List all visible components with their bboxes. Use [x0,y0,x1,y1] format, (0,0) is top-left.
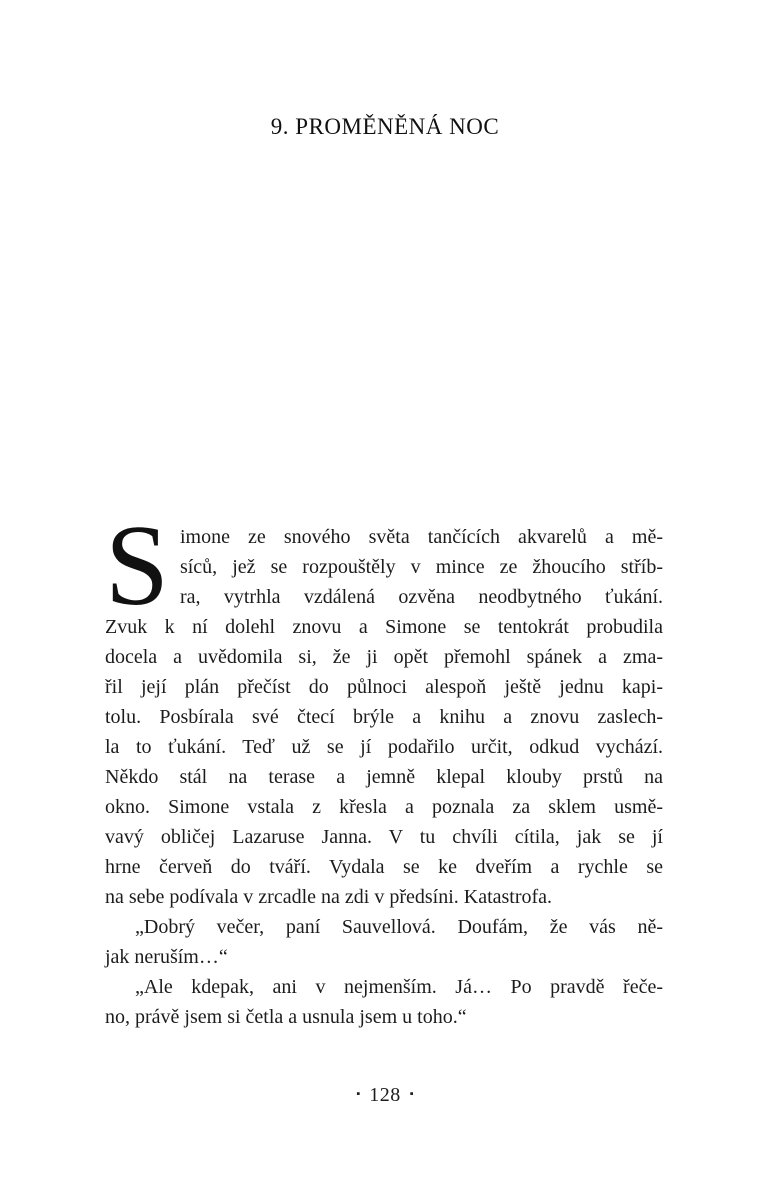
text-line: imone ze snového světa tančících akvarelů a mě- [179,526,663,548]
text-line: vavý obličej Lazaruse Janna. V tu chvíli cítila, jak se jí [105,826,663,848]
text-line: la to ťukání. Teď už se jí podařilo určit, odkud vychází. [105,736,663,758]
text-line: síců, jež se rozpouštěly v mince ze žhoucího stříb- [179,556,663,578]
page-footer [0,1084,770,1107]
text-line: docela a uvědomila si, že ji opět přemohl spánek a zma- [105,646,663,668]
text-line: hrne červeň do tváří. Vydala se ke dveřím a rychle se [105,856,663,878]
text-line: no, právě jsem si četla a usnula jsem u toho.“ [105,1006,467,1028]
text-line: jak neruším…“ [105,946,228,968]
text-line: Někdo stál na terase a jemně klepal klouby prstů na [105,766,663,788]
text-line: „Dobrý večer, paní Sauvellová. Doufám, že vás ně- [135,916,663,938]
footer-marker-right: ▪ [409,1088,414,1100]
text-line: Zvuk k ní dolehl znovu a Simone se tentokrát probudila [105,616,663,638]
drop-cap: S [105,502,169,629]
text-line: řil její plán přečíst do půlnoci alespoň ještě jednu kapi- [105,676,663,698]
text-line: okno. Simone vstala z křesla a poznala za sklem usmě- [105,796,663,818]
text-line: na sebe podívala v zrcadle na zdi v předsíni. Katastrofa. [105,886,553,908]
text-line: tolu. Posbírala své čtecí brýle a knihu a znovu zaslech- [105,706,663,728]
footer-marker-left: ▪ [356,1088,361,1100]
chapter-title: 9. PROMĚNĚNÁ NOC [270,114,500,139]
paragraph-1 [105,502,663,912]
text-line: „Ale kdepak, ani v nejmenším. Já… Po pravdě řeče- [135,976,663,998]
page-number: 128 [369,1084,401,1106]
text-line: ra, vytrhla vzdálená ozvěna neodbytného ťukání. [179,586,663,608]
text-block [105,502,663,1032]
paragraph-2 [105,912,663,972]
paragraph-3 [105,972,663,1032]
